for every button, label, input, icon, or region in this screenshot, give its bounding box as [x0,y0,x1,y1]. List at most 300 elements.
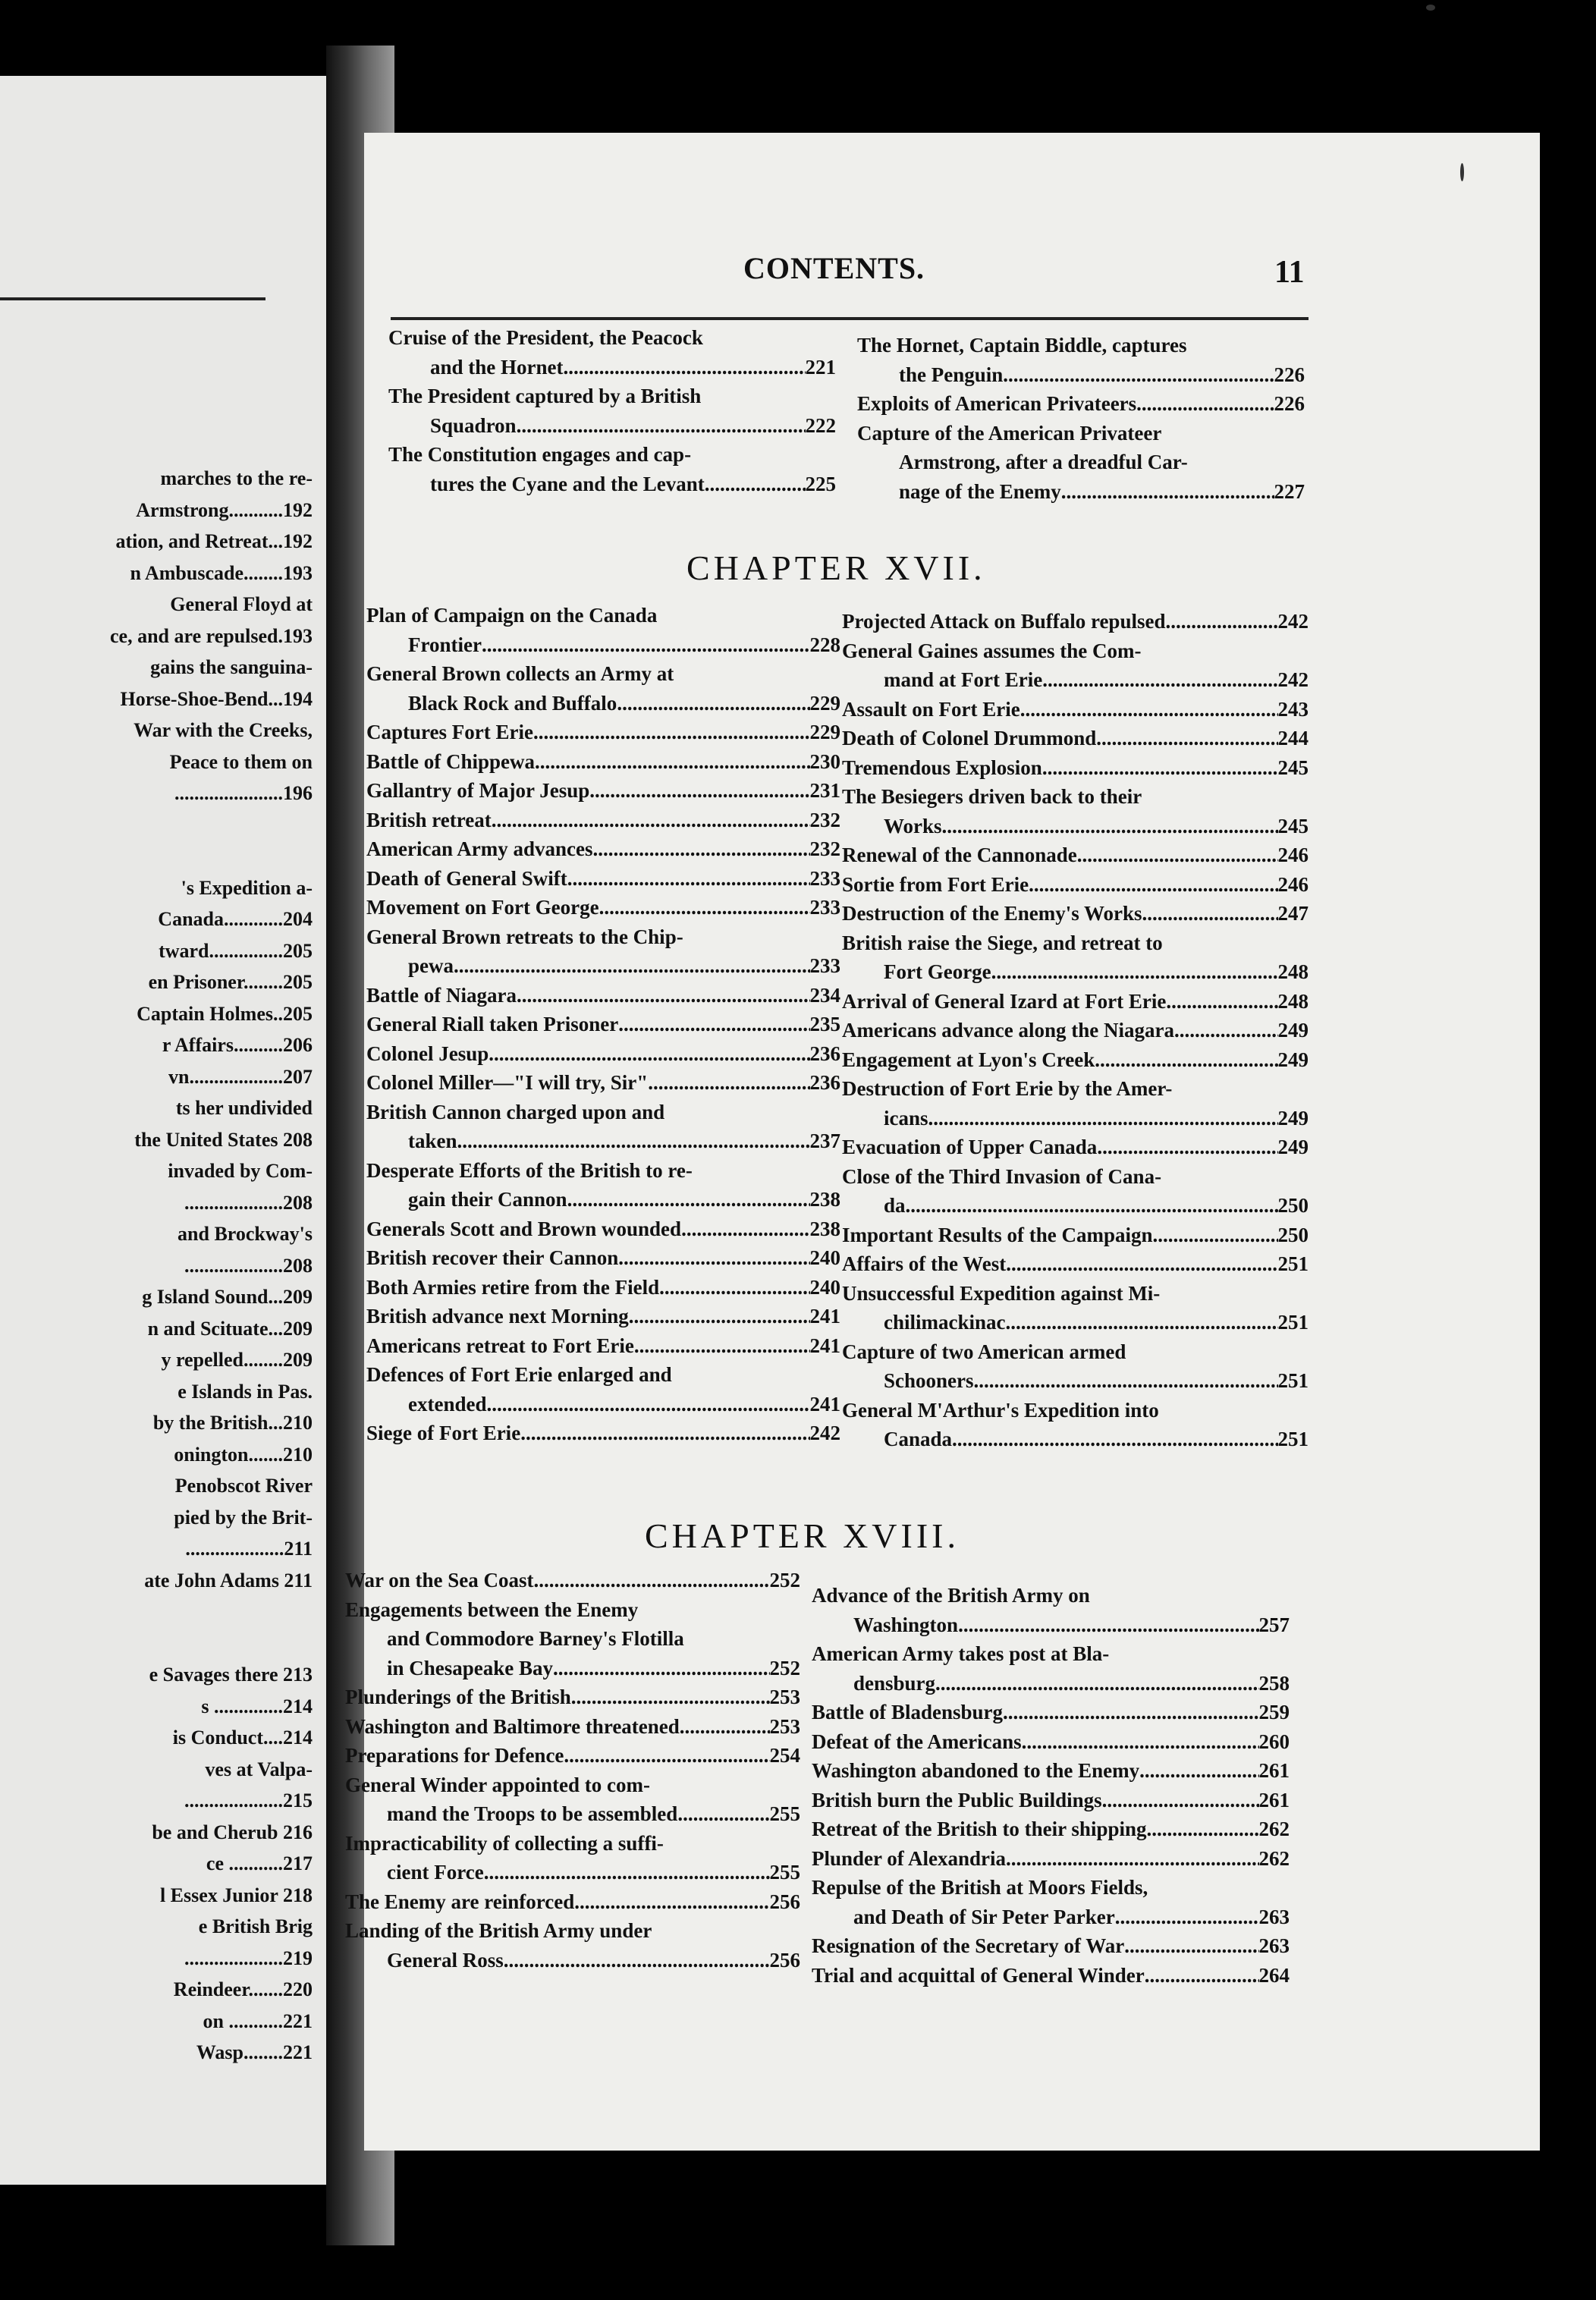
entry-title: Landing of the British Army under [345,1919,652,1942]
entry-page-number: 263 [1258,1905,1290,1928]
entry-line [388,382,836,411]
left-page-line: n Ambuscade........193 [130,561,313,584]
entry-title: pewa [408,954,454,977]
entry-title: Tremendous Explosion [842,756,1042,779]
left-page-line: e British Brig [198,1915,313,1937]
entry-page-number: 247 [1277,902,1309,925]
contents-entry [366,864,840,894]
entry-page-number: 251 [1277,1369,1309,1392]
dot-leader [553,1654,769,1683]
entry-page-number: 221 [805,355,836,379]
contents-entry [366,981,840,1010]
dot-leader [482,630,810,660]
dot-leader [504,1946,770,1975]
entry-title: Advance of the British Army on [812,1584,1090,1607]
entry-title: American Army takes post at Bla- [812,1642,1110,1665]
entry-title: Engagements between the Enemy [345,1598,639,1621]
dot-leader [1077,841,1278,870]
contents-entry [812,1873,1290,1931]
dot-leader [534,1566,770,1595]
dot-leader [1153,1221,1278,1250]
entry-title: Unsuccessful Expedition against Mi- [842,1281,1161,1305]
dot-leader [1139,1756,1258,1786]
entry-line [842,724,1309,753]
entry-title: Colonel Jesup [366,1042,489,1065]
entry-page-number: 241 [809,1392,840,1416]
entry-line [366,893,840,922]
entry-title: Evacuation of Upper Canada [842,1136,1098,1158]
entry-line [857,419,1305,448]
entry-page-number: 255 [769,1861,800,1884]
contents-entry [842,987,1309,1016]
dot-leader [681,1214,809,1244]
entry-title: The Hornet, Captain Biddle, captures [857,334,1187,357]
entry-title: Canada [884,1428,953,1450]
dot-leader [942,812,1278,841]
left-page-line: Peace to them on [169,750,313,773]
contents-entry [842,1162,1309,1221]
contents-entry [345,1887,800,1917]
contents-entry [812,1727,1290,1757]
entry-page-number: 226 [1274,363,1305,386]
entry-title: Battle of Niagara [366,983,517,1007]
entry-line [842,899,1309,928]
dot-leader [648,1068,809,1098]
left-page-line: tward...............205 [159,939,313,962]
entry-line [842,987,1309,1016]
entry-line [812,1844,1290,1874]
contents-entry [388,440,836,498]
entry-page-number: 229 [809,691,840,715]
entry-page-number: 241 [809,1334,840,1357]
dot-leader [567,864,810,894]
contents-entry [812,1815,1290,1844]
dot-leader [928,1104,1278,1133]
entry-line [366,1419,840,1448]
edge-speck [1426,5,1435,11]
entry-title: General Brown retreats to the Chip- [366,925,683,948]
entry-title: Desperate Efforts of the British to re- [366,1158,693,1182]
left-page-line: e Savages there 213 [149,1664,313,1686]
entry-page-number: 233 [809,954,840,977]
left-page-line: invaded by Com- [168,1160,313,1182]
entry-title: General Ross [387,1948,504,1972]
entry-title: icans [884,1106,928,1130]
contents-entry [366,1039,840,1069]
entry-line [366,981,840,1010]
left-page-line: ......................196 [174,782,313,804]
entry-page-number: 261 [1258,1759,1290,1782]
entry-line [345,1946,800,1975]
entry-line [842,1366,1309,1396]
left-page-line: n and Scituate...209 [147,1317,313,1340]
entry-line [842,695,1309,724]
entry-page-number: 248 [1277,960,1309,983]
entry-line [812,1903,1290,1932]
left-page-line: ....................215 [184,1789,313,1811]
dot-leader [492,806,810,835]
entry-title: Squadron [430,413,517,437]
left-page-line: ate John Adams 211 [144,1569,313,1591]
entry-line [812,1873,1290,1903]
dot-leader [535,747,810,777]
entry-title: Capture of the American Privateer [857,421,1162,445]
entry-line [366,630,840,660]
entry-page-number: 226 [1274,392,1305,415]
contents-entry [345,1829,800,1887]
dot-leader [659,1273,809,1302]
entry-title: Plunderings of the British [345,1686,571,1708]
dot-leader [906,1191,1278,1221]
contents-entry [366,776,840,806]
chapter-18-heading: CHAPTER XVIII. [645,1516,960,1555]
entry-title: The Besiegers driven back to their [842,785,1142,808]
entry-title: British recover their Cannon [366,1246,619,1269]
dot-leader [520,1419,809,1448]
left-page-line: Captain Holmes..205 [137,1002,313,1025]
entry-title: General Brown collects an Army at [366,662,674,685]
entry-line [842,665,1309,695]
entry-title: Washington [853,1613,959,1636]
contents-entry [345,1741,800,1771]
entry-page-number: 250 [1277,1223,1309,1246]
left-page-line: ce ...........217 [206,1852,313,1874]
dot-leader [457,1126,810,1156]
dot-leader [533,718,810,747]
entry-page-number: 242 [809,1422,840,1444]
entry-title: Movement on Fort George [366,896,599,919]
dot-leader [617,689,809,718]
entry-title: General M'Arthur's Expedition into [842,1398,1159,1422]
entry-line [812,1786,1290,1815]
entry-page-number: 245 [1277,814,1309,837]
contents-entry [842,636,1309,695]
contents-entry [366,1010,840,1039]
entry-title: Sortie from Fort Erie [842,872,1029,896]
entry-line [366,659,840,689]
left-page-line: ts her undivided [175,1097,313,1119]
contents-entry [812,1961,1290,1991]
entry-title: and Commodore Barney's Flotilla [387,1627,684,1650]
dot-leader [1006,1844,1258,1874]
contents-entry [842,782,1309,841]
entry-line [366,1185,840,1214]
entry-title: chilimackinac [884,1311,1006,1334]
dot-leader [567,1185,810,1214]
dot-leader [487,1390,810,1419]
dot-leader [517,411,806,441]
entry-title: Colonel Miller—"I will try, Sir" [366,1071,649,1094]
entry-page-number: 236 [809,1071,840,1094]
entry-line [366,1098,840,1127]
entry-page-number: 264 [1258,1963,1290,1987]
entry-title: Assault on Fort Erie [842,697,1020,721]
entry-line [857,448,1305,477]
entry-line [345,1858,800,1887]
left-page-rule [0,297,265,300]
entry-title: Destruction of Fort Erie by the Amer- [842,1077,1173,1100]
entry-line [388,411,836,441]
dot-leader [589,776,809,806]
contents-entry [366,601,840,659]
dot-leader [1096,724,1277,753]
entry-line [345,1595,800,1625]
dot-leader [629,1302,810,1331]
left-page-line: pied by the Brit- [174,1506,313,1529]
left-page-line [9,809,313,841]
contents-entry [345,1771,800,1829]
dot-leader [1029,870,1277,900]
entry-page-number: 249 [1277,1106,1309,1130]
entry-page-number: 242 [1277,610,1309,633]
entry-title: Renewal of the Cannonade [842,844,1077,866]
entry-title: da [884,1194,906,1217]
contents-entry [366,1273,840,1302]
contents-entry [842,724,1309,753]
left-page-line: Horse-Shoe-Bend...194 [120,687,313,710]
left-page-line: Penobscot River [174,1475,313,1497]
dot-leader [952,1425,1277,1454]
entry-line [388,323,836,353]
contents-entry [345,1916,800,1975]
left-page-line: en Prisoner........205 [148,971,313,993]
entry-line [857,389,1305,419]
entry-line [388,470,836,499]
left-page-line: ce, and are repulsed.193 [110,624,313,647]
entry-title: cient Force [387,1861,484,1884]
entry-title: densburg [853,1671,936,1695]
entry-line [842,753,1309,783]
entry-line [842,1279,1309,1309]
left-page-line: g Island Sound...209 [142,1286,313,1308]
entry-page-number: 246 [1277,872,1309,896]
entry-line [842,1221,1309,1250]
entry-page-number: 260 [1258,1730,1290,1753]
left-page-line: ....................219 [184,1947,313,1969]
entry-line [345,1654,800,1683]
left-page-line: vn...................207 [168,1065,313,1088]
dot-leader [489,1039,809,1069]
entry-line [388,440,836,470]
dot-leader [1097,1133,1277,1162]
dot-leader [1165,607,1277,636]
entry-title: Preparations for Defence [345,1744,564,1767]
entry-title: Important Results of the Campaign [842,1223,1153,1246]
left-page-line: gains the sanguina- [150,656,313,678]
entry-title: Plunder of Alexandria [812,1846,1007,1870]
entry-page-number: 253 [769,1714,800,1738]
entry-page-number: 230 [809,749,840,773]
entry-title: Black Rock and Buffalo [408,691,617,715]
contents-entry [366,1419,840,1448]
contents-entry [366,1302,840,1331]
entry-page-number: 256 [769,1948,800,1972]
entry-line [366,1214,840,1244]
entry-line [366,1243,840,1273]
entry-page-number: 233 [809,896,840,919]
entry-page-number: 255 [769,1802,800,1825]
entry-title: taken [408,1130,457,1152]
entry-line [366,1126,840,1156]
left-page-line: Armstrong...........192 [136,498,313,521]
entry-title: British burn the Public Buildings [812,1788,1102,1811]
entry-page-number: 233 [809,866,840,890]
contents-entry [842,1045,1309,1075]
entry-title: Works [884,814,942,837]
entry-line [366,951,840,981]
left-page-line: Wasp........221 [196,2041,313,2063]
left-page-line: War with the Creeks, [134,719,313,741]
left-page-line: ation, and Retreat...192 [115,530,313,552]
entry-title: Both Armies retire from the Field [366,1275,660,1299]
left-page-line: by the British...210 [152,1412,313,1434]
contents-entry [842,899,1309,928]
entry-line [366,1068,840,1098]
dot-leader [935,1669,1258,1698]
entry-title: General Riall taken Prisoner [366,1013,619,1035]
left-page-line: ves at Valpa- [205,1758,313,1780]
entry-page-number: 234 [809,983,840,1007]
chapter-18-column-left [345,1566,800,1975]
entry-line [366,747,840,777]
entry-line [345,1829,800,1859]
entry-title: Battle of Chippewa [366,749,535,773]
entry-title: Captures Fort Erie [366,721,533,743]
chapter-18-column-right [812,1581,1290,1990]
entry-page-number: 237 [809,1130,840,1152]
entry-title: gain their Cannon [408,1188,567,1211]
entry-line [812,1669,1290,1698]
entry-title: Americans advance along the Niagara [842,1019,1174,1042]
dot-leader [677,1799,769,1829]
entry-line [842,1337,1309,1367]
entry-title: Defeat of the Americans [812,1730,1022,1753]
entry-title: Trial and acquittal of General Winder [812,1963,1145,1987]
left-page-line: on ...........221 [203,2009,313,2032]
entry-page-number: 227 [1274,479,1305,503]
left-page-line: s ..............214 [201,1695,313,1717]
contents-entry [842,1337,1309,1396]
dot-leader [1102,1786,1259,1815]
dot-leader [564,1741,769,1771]
contents-entry [842,1279,1309,1337]
entry-page-number: 256 [769,1890,800,1913]
entry-title: General Winder appointed to com- [345,1773,651,1796]
entry-title: British raise the Siege, and retreat to [842,931,1163,954]
entry-page-number: 251 [1277,1252,1309,1275]
dot-leader [958,1610,1258,1640]
entry-title: extended [408,1392,487,1416]
entry-line [345,1887,800,1917]
entry-title: Exploits of American Privateers [857,392,1137,415]
entry-title: Destruction of the Enemy's Works [842,902,1142,925]
entry-line [842,812,1309,841]
contents-entry [366,834,840,864]
entry-title: Death of General Swift [366,866,567,890]
contents-entry [812,1756,1290,1786]
entry-title: War on the Sea Coast [345,1569,534,1591]
entry-title: mand the Troops to be assembled [387,1802,678,1825]
dot-leader [1115,1903,1259,1932]
entry-title: Death of Colonel Drummond [842,727,1097,749]
entry-title: Impracticability of collecting a suffi- [345,1831,664,1855]
entry-title: Repulse of the British at Moors Fields, [812,1876,1148,1899]
contents-entry [842,607,1309,636]
entry-line [842,957,1309,987]
entry-line [842,1162,1309,1192]
contents-entry [857,389,1305,419]
left-page-line: onington.......210 [174,1443,313,1466]
entry-page-number: 245 [1277,756,1309,779]
dot-leader [1006,1249,1277,1279]
dot-leader [454,951,810,981]
chapter-17-column-right [842,607,1309,1454]
contents-entry [812,1844,1290,1874]
contents-entry [842,841,1309,870]
entry-line [366,689,840,718]
entry-line [345,1566,800,1595]
entry-page-number: 240 [809,1275,840,1299]
contents-entry [842,1133,1309,1162]
entry-line [366,718,840,747]
entry-title: tures the Cyane and the Levant [430,472,705,495]
entry-line [842,1425,1309,1454]
left-page [0,76,326,2185]
dot-leader [1022,1727,1259,1757]
entry-line [366,1302,840,1331]
dot-leader [1166,987,1277,1016]
contents-entry [345,1566,800,1595]
entry-title: in Chesapeake Bay [387,1656,554,1679]
left-page-line: e Islands in Pas. [178,1380,313,1403]
contents-entry [812,1786,1290,1815]
left-page-line: ....................208 [184,1254,313,1277]
contents-entry [857,331,1305,389]
dot-leader [1142,899,1278,928]
entry-line [842,1016,1309,1045]
running-head: CONTENTS. [743,251,925,285]
contents-entry [812,1639,1290,1698]
entry-line [812,1639,1290,1669]
entry-title: Armstrong, after a dreadful Car- [899,451,1188,473]
entry-title: Washington abandoned to the Enemy [812,1759,1140,1782]
contents-entry [345,1683,800,1712]
entry-page-number: 228 [809,633,840,656]
entry-line [366,776,840,806]
entry-title: Cruise of the President, the Peacock [388,326,703,349]
entry-page-number: 238 [809,1217,840,1240]
entry-line [366,834,840,864]
dot-leader [564,353,806,382]
entry-line [366,864,840,894]
entry-page-number: 252 [769,1656,800,1679]
entry-line [345,1771,800,1800]
left-page-line: Canada............204 [158,908,313,930]
entry-line [842,1133,1309,1162]
contents-entry [857,419,1305,507]
entry-title: Siege of Fort Erie [366,1422,521,1444]
entry-line [812,1961,1290,1991]
dot-leader [634,1331,810,1361]
entry-page-number: 251 [1277,1428,1309,1450]
entry-title: American Army advances [366,837,593,860]
contents-entry [842,1396,1309,1454]
entry-title: British Cannon charged upon and [366,1100,665,1123]
entry-title: and the Hornet [430,355,564,379]
dot-leader [1042,753,1278,783]
entry-title: mand at Fort Erie [884,668,1043,691]
entry-line [345,1916,800,1946]
